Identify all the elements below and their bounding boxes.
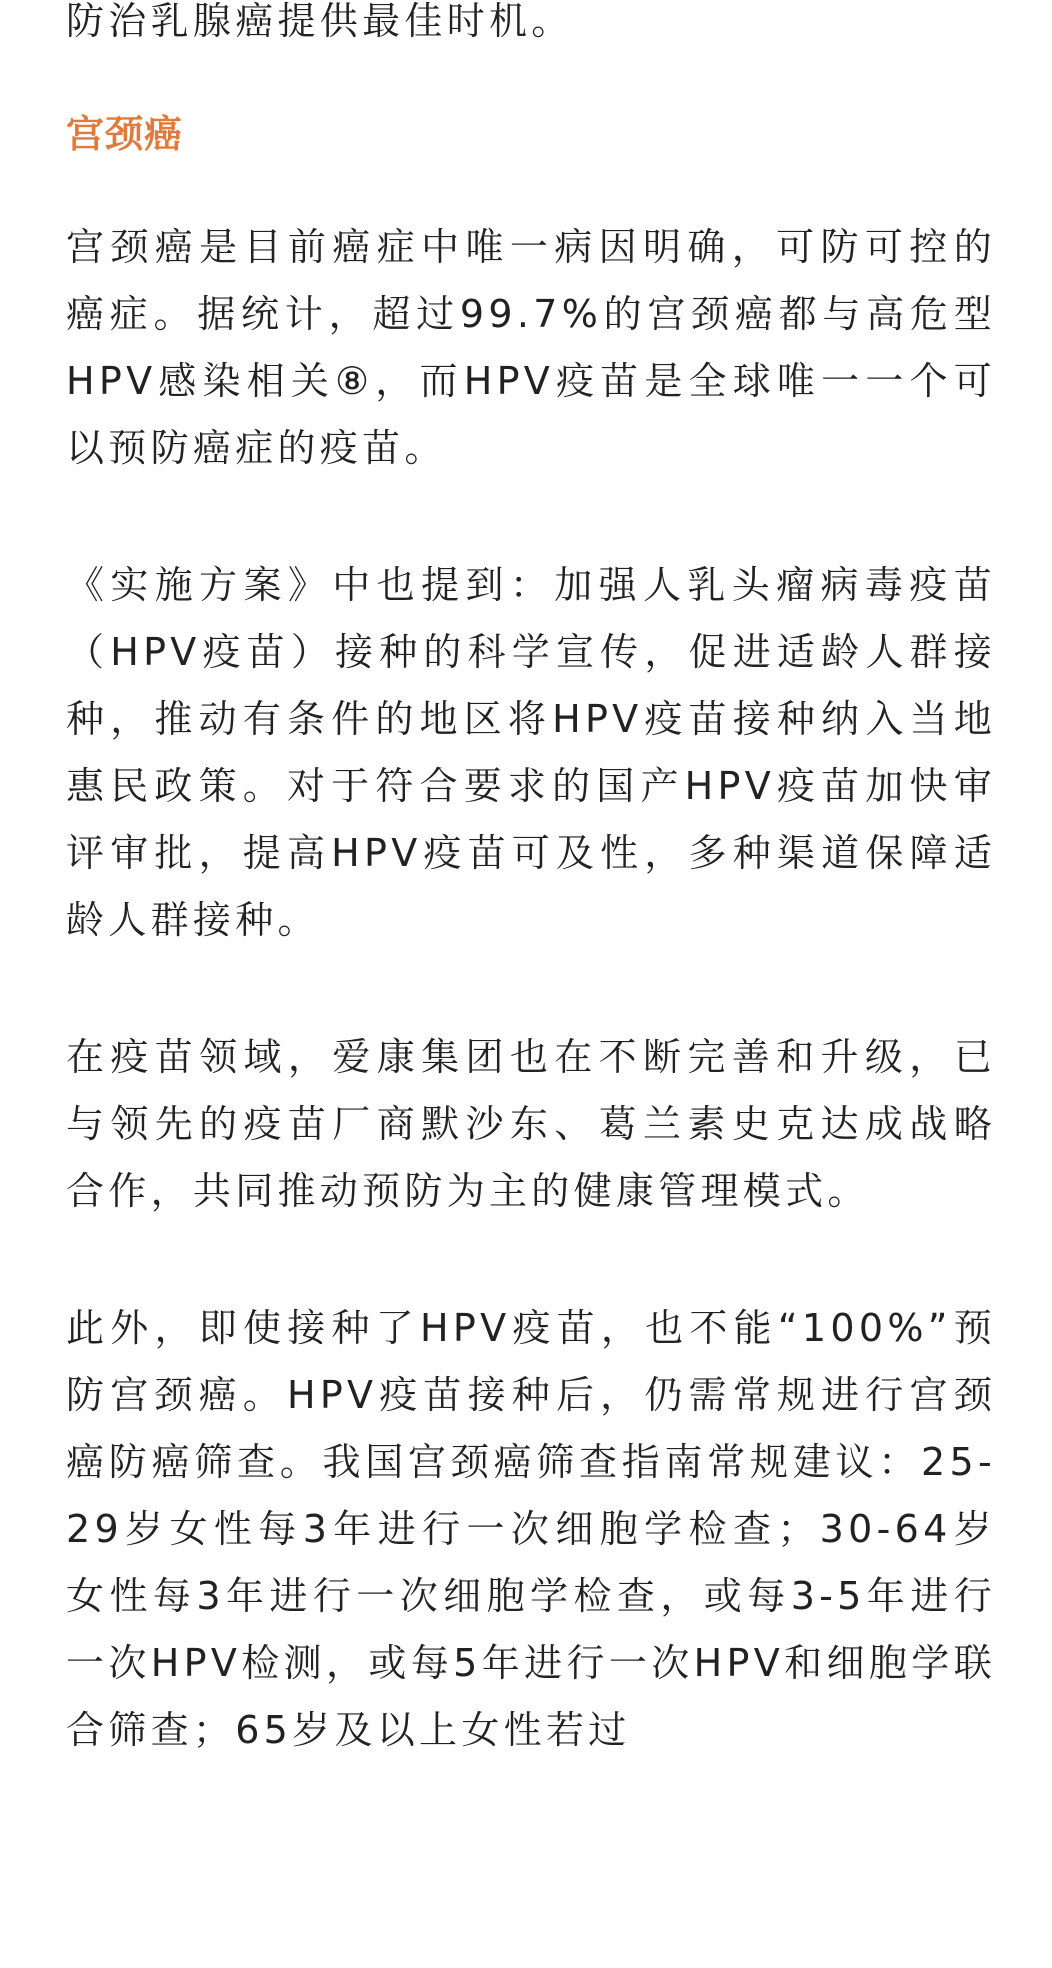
paragraph-implementation-plan: 《实施方案》中也提到：加强人乳头瘤病毒疫苗（HPV疫苗）接种的科学宣传，促进适龄人群接种，推动有条件的地区将HPV疫苗接种纳入当地惠民政策。对于符合要求的国产HPV疫苗加快审评审批，提高HPV疫苗可及性，多种渠道保障适龄人群接种。 bbox=[66, 563, 996, 942]
paragraph-cervical-cancer-intro: 宫颈癌是目前癌症中唯一病因明确，可防可控的癌症。据统计，超过99.7%的宫颈癌都与高危型HPV感染相关⑧，而HPV疫苗是全球唯一一个可以预防癌症的疫苗。 bbox=[66, 225, 996, 470]
section-heading: 宫颈癌 bbox=[66, 112, 184, 156]
spacer bbox=[66, 482, 996, 552]
spacer bbox=[66, 168, 996, 214]
spacer bbox=[66, 55, 996, 101]
paragraph-screening-advice: 此外，即使接种了HPV疫苗，也不能“100%”预防宫颈癌。HPV疫苗接种后，仍需常规进行宫颈癌防癌筛查。我国宫颈癌筛查指南常规建议：25-29岁女性每3年进行一次细胞学检查；30-64岁女性每3年进行一次细胞学检查，或每3-5年进行一次HPV检测，或每5年进行一次HPV和细胞学联合筛查；65岁及以上女性若过 bbox=[66, 1306, 996, 1752]
intro-paragraph-tail: 防治乳腺癌提供最佳时机。 bbox=[66, 0, 574, 43]
article-body bbox=[66, 0, 996, 1764]
spacer bbox=[66, 1225, 996, 1295]
paragraph-vaccine-partnership: 在疫苗领域，爱康集团也在不断完善和升级，已与领先的疫苗厂商默沙东、葛兰素史克达成战略合作，共同推动预防为主的健康管理模式。 bbox=[66, 1035, 996, 1213]
spacer bbox=[66, 954, 996, 1024]
